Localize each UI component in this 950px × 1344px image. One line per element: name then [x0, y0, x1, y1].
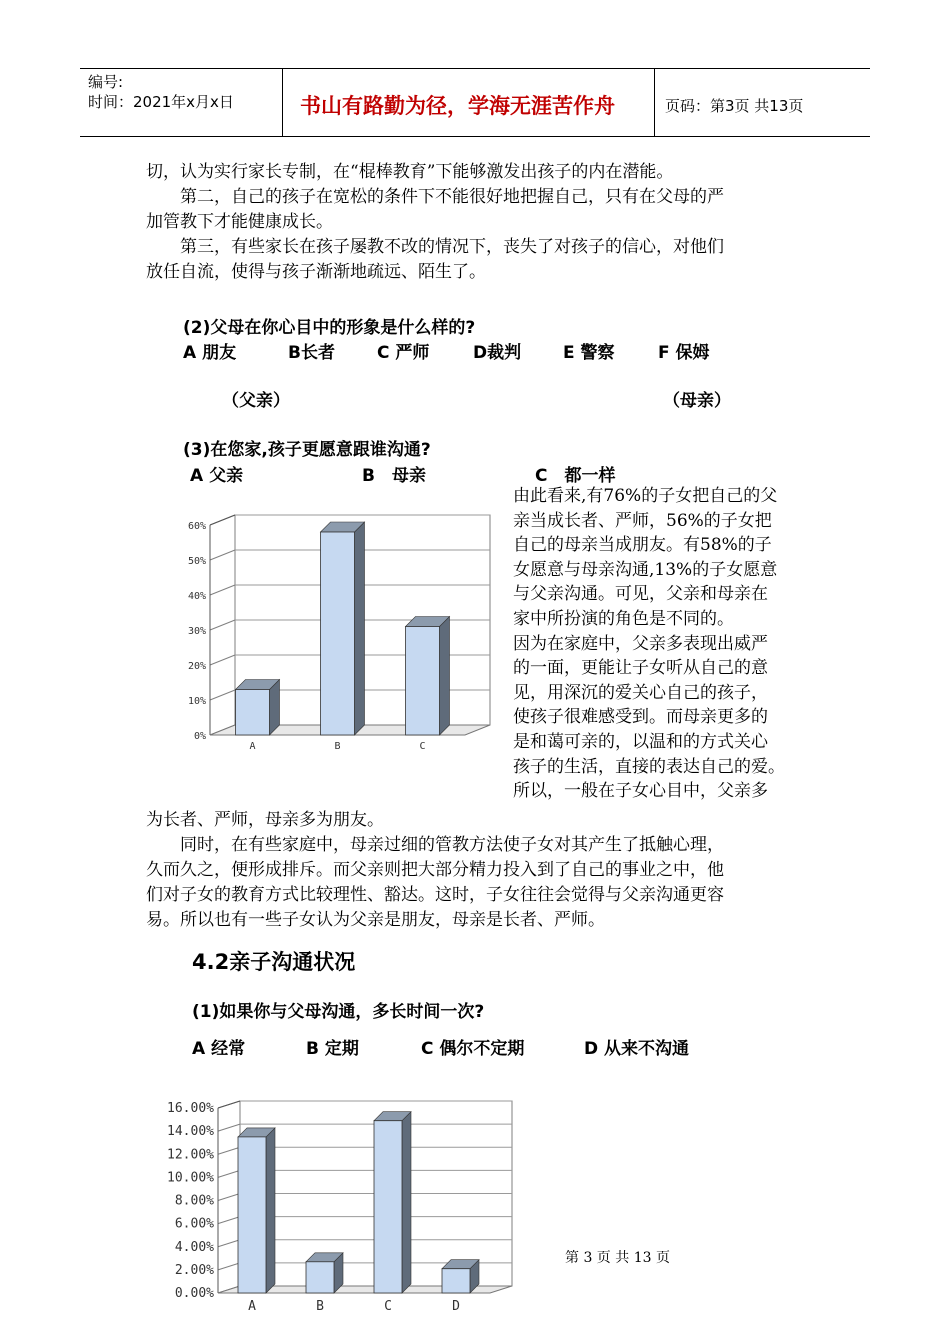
q3-analysis-line: 是和蔼可亲的，以温和的方式关心: [513, 732, 768, 752]
bar: [238, 1137, 266, 1293]
para2-line-4: 们对子女的教育方式比较理性、豁达。这时，子女往往会觉得与父亲沟通更容: [146, 885, 724, 905]
gridline-diagonal: [210, 655, 235, 665]
para1-line-3: 加管教下才能健康成长。: [146, 212, 333, 232]
q4-option-b: B 定期: [306, 1039, 359, 1059]
q3-analysis-line: 的一面，更能让子女听从自己的意: [513, 658, 768, 679]
q3-analysis-line: 所以，一般在子女心目中，父亲多: [513, 781, 768, 802]
bar-side: [402, 1112, 411, 1293]
q2-option-b: B长者: [288, 343, 335, 363]
header-page-info: 页码：第3页 共13页: [665, 97, 804, 115]
para1-line-4: 第三，有些家长在孩子屡教不改的情况下，丧失了对孩子的信心，对他们: [146, 237, 724, 257]
q3-analysis-line: 自己的母亲当成朋友。有58%的子: [513, 535, 772, 556]
q3-analysis-line: 因为在家庭中，父亲多表现出威严: [513, 633, 768, 654]
bar: [321, 532, 355, 735]
para2-line-2: 同时，在有些家庭中，母亲过细的管教方法使子女对其产生了抵触心理，: [146, 835, 724, 855]
y-tick-label: 10%: [187, 696, 206, 707]
x-tick-label: A: [249, 741, 256, 752]
wall-edge: [218, 1101, 240, 1108]
gridline-diagonal: [218, 1240, 240, 1247]
gridline-diagonal: [210, 550, 235, 560]
chart-communication-preference: [160, 505, 500, 760]
y-tick-label: 60%: [187, 521, 206, 532]
y-tick-label: 20%: [187, 661, 206, 672]
wall-edge: [210, 515, 235, 525]
y-tick-label: 40%: [187, 591, 206, 602]
header-divider-right: [654, 68, 655, 137]
q2-option-e: E 警察: [563, 343, 615, 363]
q2-option-c: C 严师: [377, 343, 430, 363]
y-tick-label: 14.00%: [167, 1124, 214, 1140]
header-top-rule: [80, 68, 870, 69]
gridline-diagonal: [218, 1194, 240, 1201]
q3-analysis-line: 女愿意与母亲沟通,13%的子女愿意: [513, 559, 778, 580]
q2-title: (2)父母在你心目中的形象是什么样的?: [183, 318, 476, 338]
q3-title: (3)在您家,孩子更愿意跟谁沟通?: [183, 440, 431, 460]
y-tick-label: 4.00%: [174, 1239, 214, 1255]
y-tick-label: 30%: [187, 626, 206, 637]
q3-analysis-line: 见，用深沉的爱关心自己的孩子，: [513, 682, 768, 703]
gridline-diagonal: [218, 1147, 240, 1154]
header-time-label: 时间：2021年x月x日: [88, 93, 234, 111]
q3-option-c: C 都一样: [535, 466, 616, 486]
y-tick-label: 16.00%: [167, 1101, 214, 1116]
x-tick-label: C: [384, 1299, 392, 1314]
q3-analysis-line: 使孩子很难感受到。而母亲更多的: [513, 707, 768, 728]
section-title: 4.2亲子沟通状况: [192, 950, 356, 974]
q3-analysis-line: 由此看来,有76%的子女把自己的父: [513, 486, 778, 506]
para2-line-1: 为长者、严师，母亲多为朋友。: [146, 810, 384, 830]
q4-option-c: C 偶尔不定期: [421, 1039, 525, 1059]
bar-side: [266, 1128, 275, 1293]
bar: [442, 1269, 470, 1293]
bar: [406, 627, 440, 736]
header-bottom-rule: [80, 136, 870, 137]
q4-option-a: A 经常: [192, 1039, 246, 1059]
gridline-diagonal: [210, 690, 235, 700]
q2-option-d: D裁判: [473, 343, 522, 363]
gridline-diagonal: [210, 620, 235, 630]
y-tick-label: 50%: [187, 556, 206, 567]
q2-option-a: A 朋友: [183, 343, 237, 363]
x-tick-label: B: [316, 1299, 324, 1314]
y-tick-label: 6.00%: [174, 1216, 214, 1232]
y-tick-label: 12.00%: [167, 1147, 214, 1163]
y-tick-label: 10.00%: [167, 1170, 214, 1186]
y-tick-label: 0.00%: [174, 1286, 214, 1301]
bar: [306, 1262, 334, 1293]
x-tick-label: B: [334, 741, 341, 752]
para1-line-2: 第二，自己的孩子在宽松的条件下不能很好地把握自己，只有在父母的严: [146, 187, 724, 207]
bar-side: [355, 522, 365, 735]
q2-father-label: （父亲）: [222, 391, 290, 411]
q2-mother-label: （母亲）: [663, 391, 731, 411]
bar: [374, 1121, 402, 1293]
gridline-diagonal: [218, 1263, 240, 1270]
q3-option-a: A 父亲: [190, 466, 244, 486]
header-number-label: 编号:: [88, 73, 124, 91]
q3-analysis-line: 与父亲沟通。可见，父亲和母亲在: [513, 584, 768, 605]
para1-line-1: 切，认为实行家长专制，在“棍棒教育”下能够激发出孩子的内在潜能。: [146, 162, 674, 182]
gridline-diagonal: [210, 585, 235, 595]
x-tick-label: A: [248, 1299, 256, 1314]
header-motto: 书山有路勤为径，学海无涯苦作舟: [300, 94, 615, 118]
y-tick-label: 2.00%: [174, 1262, 214, 1278]
header-divider-left: [282, 68, 283, 137]
gridline-diagonal: [218, 1217, 240, 1224]
q3-option-b: B 母亲: [362, 466, 426, 486]
q3-analysis-line: 亲当成长者、严师，56%的子女把: [513, 510, 772, 531]
bar-side: [440, 617, 450, 736]
para1-line-5: 放任自流，使得与孩子渐渐地疏远、陌生了。: [146, 262, 486, 282]
x-tick-label: D: [452, 1299, 460, 1314]
chart-communication-frequency: [150, 1095, 530, 1320]
x-tick-label: C: [419, 741, 426, 752]
bar: [236, 690, 270, 736]
q3-analysis-line: 家中所扮演的角色是不同的。: [513, 609, 734, 629]
y-tick-label: 8.00%: [174, 1193, 214, 1209]
y-tick-label: 0%: [193, 731, 206, 742]
para2-line-3: 久而久之，便形成排斥。而父亲则把大部分精力投入到了自己的事业之中，他: [146, 860, 724, 880]
q3-analysis-line: 孩子的生活，直接的表达自己的爱。: [513, 756, 785, 777]
gridline-diagonal: [218, 1124, 240, 1131]
para2-line-5: 易。所以也有一些子女认为父亲是朋友，母亲是长者、严师。: [146, 910, 605, 930]
q4-title: (1)如果你与父母沟通，多长时间一次?: [192, 1002, 485, 1022]
gridline-diagonal: [218, 1170, 240, 1177]
page-footer: 第 3 页 共 13 页: [565, 1250, 670, 1266]
q2-option-f: F 保姆: [658, 343, 710, 363]
q4-option-d: D 从来不沟通: [584, 1039, 690, 1059]
